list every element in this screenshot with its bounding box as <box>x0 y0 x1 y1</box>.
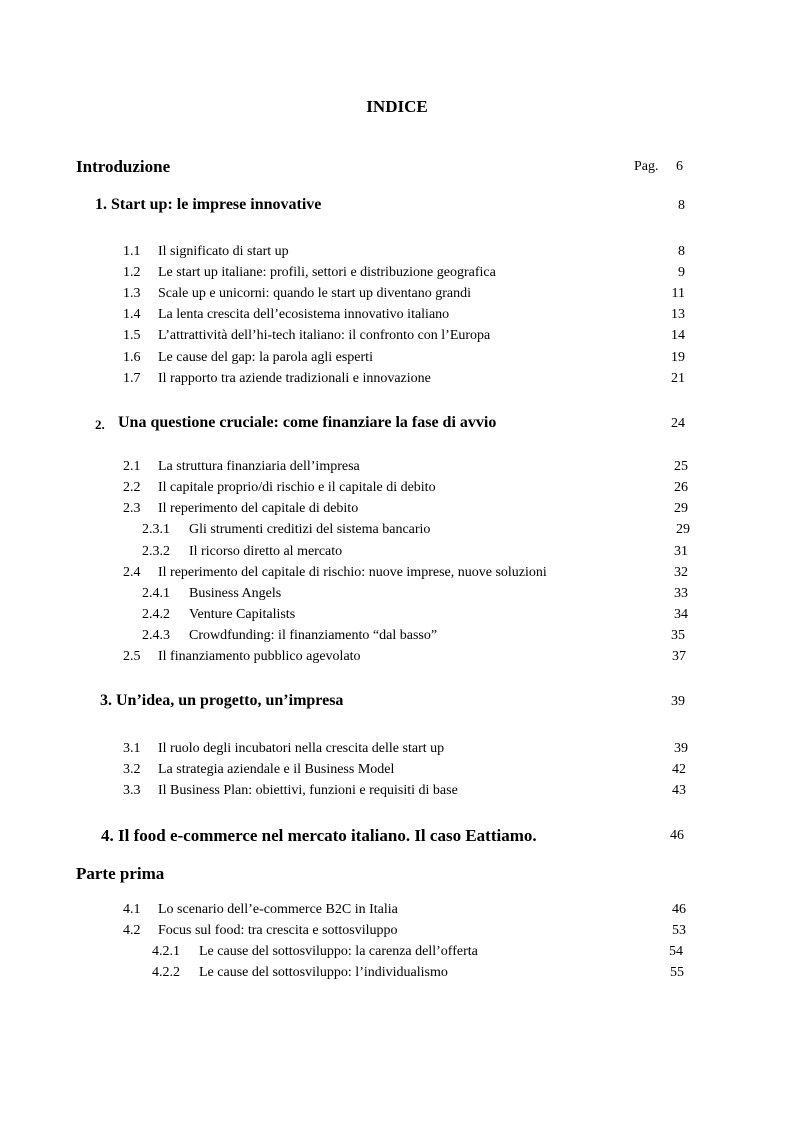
toc-entry-page: 29 <box>676 522 690 537</box>
chapter-3-heading: 3. Un’idea, un progetto, un’impresa <box>100 692 344 709</box>
toc-entry-number: 2.4 <box>123 565 141 580</box>
toc-entry-title: Il ricorso diretto al mercato <box>189 544 343 559</box>
toc-entry-number: 1.7 <box>123 371 141 386</box>
toc-entry-title: Le cause del sottosviluppo: l’individualismo <box>199 965 448 980</box>
toc-entry-title: Lo scenario dell’e-commerce B2C in Italia <box>158 902 398 917</box>
toc-entry-page: 54 <box>669 944 683 959</box>
toc-entry-number: 1.6 <box>123 350 141 365</box>
toc-entry-title: La struttura finanziaria dell’impresa <box>158 459 360 474</box>
chapter-1-page: 8 <box>678 198 685 213</box>
toc-entry-page: 29 <box>674 501 688 516</box>
toc-entry-page: 34 <box>674 607 688 622</box>
pag-label: Pag. <box>634 159 659 174</box>
toc-entry-number: 2.4.3 <box>142 628 170 643</box>
toc-entry-title: Il reperimento del capitale di debito <box>158 501 359 516</box>
toc-entry-title: Il reperimento del capitale di rischio: nuove imprese, nuove soluzioni <box>158 565 547 580</box>
toc-entry-title: Venture Capitalists <box>189 607 296 622</box>
toc-entry-number: 2.2 <box>123 480 141 495</box>
chapter-2-page: 24 <box>671 416 685 431</box>
toc-entry-number: 2.3.2 <box>142 544 170 559</box>
toc-entry-number: 2.3.1 <box>142 522 170 537</box>
toc-entry-number: 1.4 <box>123 307 141 322</box>
toc-entry-page: 42 <box>672 762 686 777</box>
toc-entry-page: 9 <box>678 265 685 280</box>
intro-page-number: 6 <box>676 159 683 174</box>
toc-entry-page: 8 <box>678 244 685 259</box>
toc-entry-page: 39 <box>674 741 688 756</box>
toc-entry-number: 1.2 <box>123 265 141 280</box>
toc-entry-number: 3.1 <box>123 741 141 756</box>
toc-entry-page: 33 <box>674 586 688 601</box>
toc-entry-title: Le cause del sottosviluppo: la carenza dell’offerta <box>199 944 478 959</box>
toc-entry-page: 43 <box>672 783 686 798</box>
toc-entry-title: Le start up italiane: profili, settori e distribuzione geografica <box>158 265 496 280</box>
chapter-3-page: 39 <box>671 694 685 709</box>
toc-entry-title: Il Business Plan: obiettivi, funzioni e requisiti di base <box>158 783 458 798</box>
intro-heading: Introduzione <box>76 157 171 176</box>
toc-entry-number: 4.1 <box>123 902 141 917</box>
toc-entry-page: 31 <box>674 544 688 559</box>
toc-entry-number: 4.2.2 <box>152 965 180 980</box>
toc-entry-title: Business Angels <box>189 586 282 601</box>
toc-entry-title: Le cause del gap: la parola agli esperti <box>158 350 373 365</box>
toc-entry-page: 32 <box>674 565 688 580</box>
toc-entry-title: Il significato di start up <box>158 244 289 259</box>
toc-entry-number: 2.3 <box>123 501 141 516</box>
toc-entry-title: L’attrattività dell’hi-tech italiano: il confronto con l’Europa <box>158 328 491 343</box>
toc-entry-page: 25 <box>674 459 688 474</box>
toc-entry-page: 13 <box>671 307 685 322</box>
chapter-4-heading: 4. Il food e-commerce nel mercato italiano. Il caso Eattiamo. <box>101 826 537 845</box>
chapter-1-heading: 1. Start up: le imprese innovative <box>95 196 322 213</box>
toc-entry-title: Gli strumenti creditizi del sistema bancario <box>189 522 431 537</box>
chapter-2-number: 2. <box>95 417 105 432</box>
toc-entry-number: 2.5 <box>123 649 141 664</box>
toc-entry-number: 2.4.1 <box>142 586 170 601</box>
toc-entry-title: Focus sul food: tra crescita e sottosviluppo <box>158 923 398 938</box>
toc-entry-page: 35 <box>671 628 685 643</box>
toc-entry-title: La strategia aziendale e il Business Model <box>158 762 395 777</box>
toc-entry-page: 26 <box>674 480 688 495</box>
chapter-2-heading: Una questione cruciale: come finanziare la fase di avvio <box>118 414 497 431</box>
toc-entry-page: 21 <box>671 371 685 386</box>
toc-entry-title: Scale up e unicorni: quando le start up diventano grandi <box>158 286 471 301</box>
toc-entry-title: Il ruolo degli incubatori nella crescita delle start up <box>158 741 445 756</box>
toc-entry-page: 19 <box>671 350 685 365</box>
toc-entry-number: 1.1 <box>123 244 141 259</box>
toc-entry-title: Il rapporto tra aziende tradizionali e innovazione <box>158 371 431 386</box>
toc-entry-number: 1.5 <box>123 328 141 343</box>
toc-entry-number: 4.2.1 <box>152 944 180 959</box>
toc-entry-title: Il capitale proprio/di rischio e il capitale di debito <box>158 480 436 495</box>
toc-entry-number: 1.3 <box>123 286 141 301</box>
toc-entry-page: 11 <box>671 286 685 301</box>
part-heading: Parte prima <box>76 864 165 883</box>
toc-entry-title: La lenta crescita dell’ecosistema innovativo italiano <box>158 307 450 322</box>
toc-entry-page: 46 <box>672 902 686 917</box>
toc-entry-number: 3.3 <box>123 783 141 798</box>
toc-entry-title: Crowdfunding: il finanziamento “dal basso” <box>189 628 438 643</box>
index-title: INDICE <box>366 97 428 116</box>
toc-entry-number: 3.2 <box>123 762 141 777</box>
toc-entry-page: 55 <box>670 965 684 980</box>
toc-entry-number: 2.1 <box>123 459 141 474</box>
toc-entry-page: 53 <box>672 923 686 938</box>
toc-entry-number: 2.4.2 <box>142 607 170 622</box>
chapter-4-page: 46 <box>670 828 684 843</box>
toc-entry-title: Il finanziamento pubblico agevolato <box>158 649 361 664</box>
toc-entry-page: 37 <box>672 649 686 664</box>
toc-entry-number: 4.2 <box>123 923 141 938</box>
toc-entry-page: 14 <box>671 328 685 343</box>
